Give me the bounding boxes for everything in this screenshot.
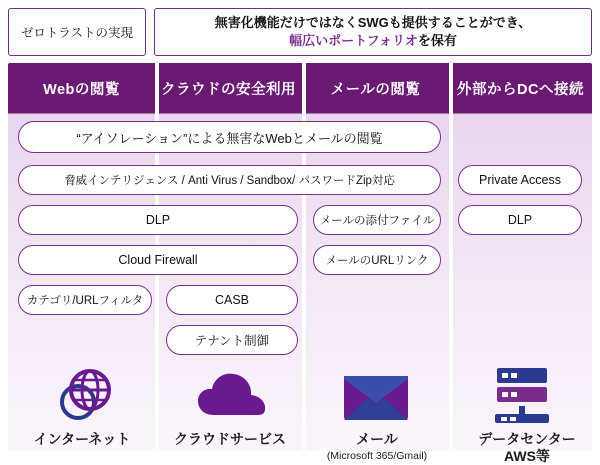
footer-label-cloud-service-text: クラウドサービス xyxy=(174,431,286,447)
column-header-mail: メールの閲覧 xyxy=(330,81,421,98)
headline-line-1: 無害化機能だけではなくSWGも提供することができ、 xyxy=(214,15,532,31)
pill-mail-attachment xyxy=(313,205,441,235)
mail-icon xyxy=(340,369,412,425)
footer-sublabel-datacenter: AWS等 xyxy=(504,447,550,464)
footer-label-internet xyxy=(12,431,152,448)
pill-dc-dlp-label: DLP xyxy=(507,213,533,227)
headline-highlight: 幅広いポートフォリオ xyxy=(289,33,418,48)
pill-mail-url-link xyxy=(313,245,441,275)
pill-dc-dlp xyxy=(458,205,582,235)
headline-rest: を保有 xyxy=(417,33,457,48)
pill-web-dlp-label: DLP xyxy=(145,213,171,227)
footer-sublabel-mail: (Microsoft 365/Gmail) xyxy=(326,449,428,462)
pill-threat-intelligence xyxy=(18,165,441,195)
top-row xyxy=(8,8,592,56)
isolation-banner xyxy=(18,121,441,153)
headline-box xyxy=(154,8,592,56)
zero-trust-label: ゼロトラストの実現 xyxy=(20,26,134,40)
pill-tenant-control-label: テナント制御 xyxy=(194,334,270,348)
pill-cloud-firewall xyxy=(18,245,298,275)
pill-mail-attachment-label: メールの添付ファイル xyxy=(319,215,435,227)
footer-label-mail xyxy=(307,431,447,462)
pill-web-dlp xyxy=(18,205,298,235)
column-headers xyxy=(8,63,592,113)
server-icon xyxy=(486,363,558,427)
pill-private-access-label: Private Access xyxy=(479,173,561,187)
pill-casb xyxy=(166,285,298,315)
footer-label-internet-text: インターネット xyxy=(33,431,131,447)
zero-trust-box xyxy=(8,8,146,56)
pill-tenant-control xyxy=(166,325,298,355)
footer-label-cloud-service xyxy=(160,431,300,448)
pill-private-access xyxy=(458,165,582,195)
main-panel xyxy=(8,63,592,464)
pill-threat-intelligence-label: 脅威インテリジェンス / Anti Virus / Sandbox/ パスワードZip対応 xyxy=(64,175,395,187)
globe-icon xyxy=(50,365,118,427)
column-header-cloud: クラウドの安全利用 xyxy=(161,81,296,98)
pill-casb-label: CASB xyxy=(214,293,250,307)
pill-category-url-filter-label: カテゴリ/URLフィルタ xyxy=(26,295,144,307)
headline-line-2 xyxy=(289,32,457,50)
footer-label-mail-text: メール xyxy=(356,431,398,447)
isolation-label: “アイソレーション”による無害なWebとメールの閲覧 xyxy=(76,130,383,146)
cloud-icon xyxy=(196,365,268,427)
footer-label-datacenter xyxy=(454,431,600,465)
footer-label-datacenter-text: データセンター xyxy=(478,431,576,447)
column-header-web: Webの閲覧 xyxy=(43,81,120,98)
column-header-dc: 外部からDCへ接続 xyxy=(457,81,584,98)
pill-cloud-firewall-label: Cloud Firewall xyxy=(118,253,198,267)
pill-mail-url-link-label: メールのURLリンク xyxy=(325,255,429,267)
pill-category-url-filter xyxy=(18,285,152,315)
panel-body xyxy=(8,113,592,464)
